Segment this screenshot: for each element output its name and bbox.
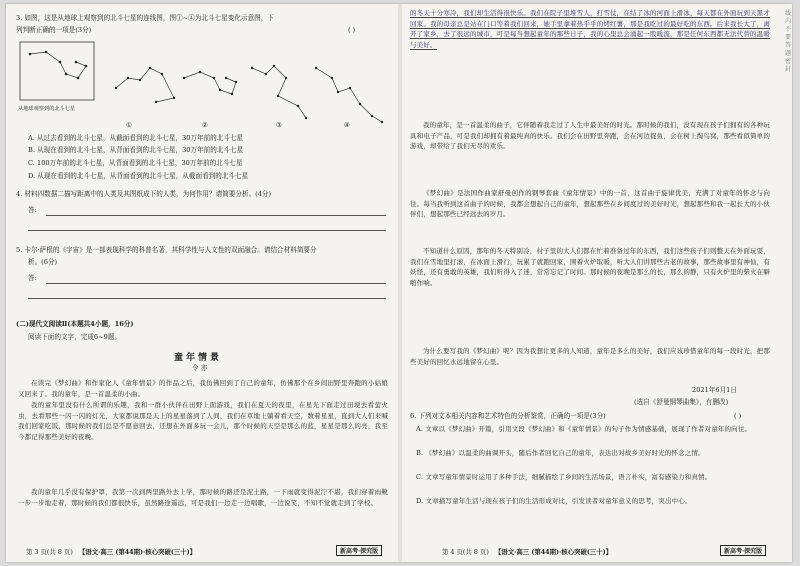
- story-paragraph-3: 我的童年几乎没有保护罩，我第一次到两里路外去上学，那时候的路还是泥土路，一下雨就变得泥泞不堪，我们穿着雨靴一步一步地走着，那时候的我们都很快乐，虽然路途遥远，可是我们一边走一边唱歌，一边说笑，不知不觉就走到了学校。: [18, 488, 388, 507]
- right-paragraph-5: 为什么要写我的《梦幻曲》呢？因为我想让更多的人知道，童年是多么的美好，我们应该珍惜童年的每一段时光，把那些美好的回忆永远地留在心里。: [410, 347, 770, 366]
- right-page: [402, 4, 792, 562]
- source-line: (选自《舒曼钢琴曲集》，有删改): [634, 398, 729, 406]
- right-paragraph-2: 我的童年，是一首温柔的曲子，它伴随着我走过了人生中最美好的时光。那时候的我们，没有现在孩子们拥有的各种玩具和电子产品，可是我们却拥有着最纯真的快乐。我们会在田野里奔跑，会在河边捉鱼，会在树上掏鸟窝，那些看似简单的游戏，却带给了我们无尽的欢乐。: [410, 121, 770, 151]
- right-paragraph-4: 不知道什么原因，那年的冬天特别冷，村子里的大人们都在忙着准备过年的东西，我们这些孩子们则整天在外面玩耍，我们在雪地里打滚，在冰面上滑行，玩累了就跑回家，围着火炉取暖，听大人们讲那些古老的故事，那些故事里有神仙，有妖怪，还有勇敢的英雄，我们听得入了迷，常常忘记了时间。那时候的夜晚是那么的长，那么的静，只有火炉里的柴火在噼啪作响。: [410, 247, 770, 287]
- left-footer-subject: 【语文·高三 (第44期)·核心突破(三十)】: [78, 548, 197, 556]
- reference-dipper: [30, 52, 86, 78]
- diagram-label-3: ③: [276, 121, 282, 129]
- left-page: [6, 4, 398, 562]
- story-author: 令 亦: [192, 364, 208, 372]
- q3-option-a: A. 从过去看到的北斗七星，从截面看到的北斗七星，30万年前的北斗七星: [28, 134, 244, 142]
- q4-answer-line-2[interactable]: [28, 230, 386, 231]
- left-footer: [26, 547, 196, 556]
- right-paragraph-3: 《梦幻曲》是法国作曲家舒曼创作的钢琴套曲《童年情景》中的一首，这首曲子旋律优美，充满了对童年的怀念与向往。每当我听到这首曲子的时候，我都会想起自己的童年，想起那些在乡间度过的美好时光，想起那些和我一起长大的小伙伴们，想起那些已经远去的岁月。: [410, 189, 770, 219]
- q3-stem: 3. 如图，这是从地球上观察到的北斗七星的连线图，图①~④为北斗七星变化示意图，下: [16, 14, 274, 22]
- right-footer: [442, 547, 612, 556]
- dipper-4: [316, 68, 382, 122]
- binding-margin-text: 线 内 不 要 答 题 密 封: [784, 10, 791, 73]
- diagram-label-1: ①: [126, 121, 132, 129]
- q5-answer-line-1[interactable]: [46, 283, 386, 284]
- section-instruction: 阅读下面的文字，完成6~9题。: [28, 333, 122, 341]
- q4-answer-label: 答:: [28, 206, 37, 214]
- q3-answer-paren: ( ): [348, 26, 356, 34]
- date-line: 2021年6月1日: [692, 386, 737, 394]
- right-paragraph-1: 的冬天十分寒冷，我们却生活得很快乐。我们在院子里堆雪人，打雪仗，在结了冰的河面上滑冰，每天都在外面玩到天黑才回家。我的母亲总是站在门口等着我们回来，她手里拿着热乎乎的烤红薯，那是我吃过的最好吃的东西。后来我长大了，离开了家乡，去了很远的城市，可是每当想起童年的那些日子，我的心里总会涌起一股暖流，那是任何东西都无法代替的温暖与美好。: [410, 9, 770, 49]
- left-footer-badge: 新高考·探究版: [336, 545, 382, 556]
- diagram-label-4: ④: [344, 121, 350, 129]
- q5-answer-label: 答:: [28, 274, 37, 282]
- left-footer-page: 第 3 页(共 8 页): [26, 548, 73, 556]
- q6-option-d: D. 文章描写童年生活与现在孩子们的生活形成对比，引发读者对童年意义的思考，突出中心。: [416, 497, 692, 505]
- dipper-3: [252, 66, 306, 118]
- q3-stem-cont: 列判断正确的一项是(3分): [16, 26, 92, 34]
- q6-option-c: C. 文章写童年情景时运用了多种手法，细腻描绘了乡间的生活场景，语言朴实，富有感染力和真情。: [416, 473, 712, 481]
- q4-stem: 4. 材料四数据二描写距离中的人类及其图纸成下的人类，为何作用？请简要分析。(4分): [16, 190, 272, 198]
- dipper-1: [116, 68, 174, 102]
- right-footer-page: 第 4 页(共 8 页): [442, 548, 489, 556]
- story-paragraph-2: 我的童年里没有什么所谓的乐趣，我和一群小伙伴在田野上面游戏，我们在夏天的夜里，在星光下面走过田埂去看萤火虫，去看那些一闪一闪的灯光，大家都说那是天上的星星落到了人间，我们在草地上躺着看天空，数着星星，直到大人们来喊我们回家吃饭，那时候的我们总是不愿意回去，还想在外面多玩一会儿，那个时候的天空是那么的蓝，星星是那么的亮，我至今都记得那些美好的夜晚。: [18, 401, 388, 441]
- q5-stem: 5. 卡尔·萨根的《宇宙》是一部表现科学的科普名著，其科学性与人文性的双面融合。请结合材料简要分: [16, 246, 317, 254]
- exam-sheet: [6, 4, 792, 562]
- dipper-2: [184, 72, 236, 94]
- q3-option-c: C. 100万年前的北斗七星，从背面看到的北斗七星，30万年前的北斗七星: [28, 159, 243, 167]
- q4-answer-line-1[interactable]: [46, 215, 386, 216]
- q6-option-b: B. 《梦幻曲》以温柔的曲调开头，随后作者回忆自己的童年，表达出对故乡美好时光的怀念之情。: [416, 449, 705, 457]
- story-paragraph-1: 在读完《梦幻曲》和作家化人《童年情景》的作品之后，我仿佛回到了自己的童年，仿佛那个在乡间田野里奔跑的小姑娘又回来了。我的童年，是一首温柔的小曲。: [18, 379, 388, 398]
- story-title: 童年情景: [174, 353, 223, 363]
- q3-option-d: D. 从现在看到的北斗七星，从背面看到的北斗七星，从截面看到的北斗七星: [28, 172, 249, 180]
- diagram-label-2: ②: [202, 121, 208, 129]
- q6-option-a: A. 文章以《梦幻曲》开篇，引用文段《梦幻曲》和《童年情景》的句子作为情感基础，展现了作者对童年的向往。: [416, 425, 752, 433]
- right-footer-subject: 【语文·高三 (第44期)·核心突破(三十)】: [494, 548, 613, 556]
- q5-stem-cont: 析。(6分): [28, 258, 58, 266]
- q6-stem: 6. 下列对文本相关内容和艺术特色的分析鉴赏，正确的一项是(3分): [410, 412, 606, 420]
- q6-answer-paren: ( ): [734, 412, 742, 420]
- q5-answer-line-2[interactable]: [28, 298, 386, 299]
- right-footer-badge: 新高考·探究版: [720, 545, 766, 556]
- diagram-caption: 从地球观察到的北斗七星: [18, 106, 76, 112]
- section-heading: (二)现代文阅读Ⅱ(本题共4小题，16分): [16, 320, 134, 328]
- q3-option-b: B. 从现在看到的北斗七星，从背面看到的北斗七星，30万年前的北斗七星: [28, 146, 244, 154]
- big-dipper-diagram: [16, 38, 396, 130]
